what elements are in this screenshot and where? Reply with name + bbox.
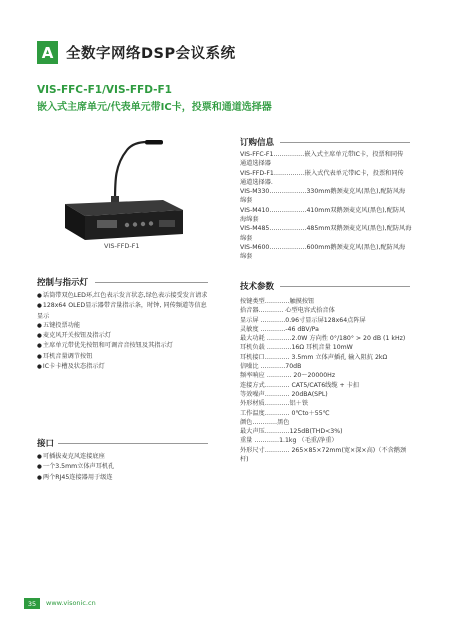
spec-line: 颜色…………黑色: [240, 418, 290, 426]
controls-rule: [95, 282, 208, 283]
spec-line: 最大声压…………125dB(THD<3%): [240, 428, 343, 436]
interface-rule: [58, 443, 208, 444]
specs-rule: [280, 286, 410, 287]
controls-item: ● 128x64 OLED显示器带音量指示条，时钟, 同传频道等信息: [37, 301, 217, 311]
interface-item: ● 可插拔麦克风连接底座: [37, 452, 217, 462]
ordering-line: 海绵套: [240, 216, 259, 224]
ordering-line: 绵套: [240, 197, 253, 205]
controls-item: ● IC卡卡槽及状态指示灯: [37, 362, 217, 372]
ic-card-slot: [159, 220, 175, 227]
button-1: [125, 223, 129, 227]
controls-item: ● 主席单元带优先按钮和可调音音按钮及其指示灯: [37, 341, 217, 351]
spec-line: 杆): [240, 456, 249, 464]
spec-line: 信噪比 …………70dB: [240, 363, 302, 371]
section-title: 全数字网络DSP会议系统: [66, 46, 236, 62]
spec-line: 显示屏 …………0.96寸显示屏128x64点阵屏: [240, 316, 366, 324]
ordering-rule: [280, 142, 410, 143]
model-subtitle: 嵌入式主席单元/代表单元带IC卡，投票和通道选择器: [37, 102, 272, 113]
button-2: [133, 222, 137, 226]
ordering-line: VIS-FFD-F1……………嵌入式代表单元带IC卡，投票和同传: [240, 169, 404, 177]
spec-line: 连接方式………… CAT5/CAT6线缆 + 卡扣: [240, 381, 359, 389]
interface-item: ● 两个RJ45连接器用于级连: [37, 473, 217, 483]
ordering-line: VIS-M600………………600mm鹅颈麦克风(黑色),配防风海: [240, 243, 406, 251]
product-image: [45, 140, 193, 240]
button-3: [141, 222, 145, 226]
controls-list: [37, 291, 217, 372]
controls-heading: 控制与指示灯: [37, 278, 89, 288]
interface-item: ● 一个3.5mm立体声耳机孔: [37, 462, 217, 472]
section-badge: [37, 41, 58, 64]
ordering-list: [240, 150, 420, 262]
spec-line: 外形材质…………铝＋铁: [240, 400, 309, 408]
specs-list: [240, 297, 425, 464]
ordering-line: VIS-M485………………485mm双鹅颈麦克风(黑色),配防风海: [240, 225, 412, 233]
product-caption: VIS-FFD-F1: [104, 242, 140, 250]
spec-line: 外形尺寸………… 265×85×72mm(宽×深×高)（不含鹅颈: [240, 446, 407, 454]
ordering-line: 绵套: [240, 253, 253, 261]
spec-line: 拾音器………… 心型电容式拾音体: [240, 307, 335, 315]
ordering-line: VIS-FFC-F1……………嵌入式主席单元带IC卡，投票和同传: [240, 151, 404, 158]
ordering-line: 通道选择器: [240, 160, 271, 168]
interface-heading: 接口: [37, 439, 55, 449]
model-title: VIS-FFC-F1/VIS-FFD-F1: [37, 84, 172, 96]
controls-item: ● 耳机音量调节按钮: [37, 352, 217, 362]
spec-line: 重量 …………1.1kg （毛重/净重）: [240, 437, 338, 445]
button-4: [149, 221, 153, 225]
spec-line: 按键类型…………触摸按钮: [240, 298, 315, 305]
section-letter: A: [41, 43, 54, 62]
spec-line: 工作温度………… 0℃to＋55℃: [240, 409, 330, 417]
spec-line: 最大功耗 …………2.0W 方向性 0°/180° > 20 dB (1 kHz): [240, 335, 406, 343]
ordering-line: 通道选择器.: [240, 178, 273, 186]
controls-item: ● 话筒带双色LED环,红色表示发言状态,绿色表示接受发言请求: [37, 291, 217, 301]
ordering-line: VIS-M330………………330mm鹅颈麦克风(黑色),配防风海: [240, 188, 406, 196]
controls-item: ● 麦克风开关按钮及指示灯: [37, 331, 217, 341]
specs-heading: 技术参数: [240, 282, 275, 292]
ordering-line: 绵套: [240, 234, 253, 242]
spec-line: 灵敏度 …………-46 dBV/Pa: [240, 325, 319, 333]
interface-list: [37, 452, 217, 483]
controls-item-continued: 显示: [37, 312, 50, 320]
spec-line: 频率响应 ………… 20～20000Hz: [240, 372, 336, 380]
spec-line: 等效噪声………… 20dBA(SPL): [240, 390, 328, 398]
spec-line: 耳机负载 …………16Ω 耳机音量 10mW: [240, 344, 353, 352]
ordering-heading: 订购信息: [240, 138, 275, 148]
controls-item: ● 五键投票功能: [37, 321, 217, 331]
website-link[interactable]: www.visonic.cn: [46, 599, 96, 607]
oled-display: [97, 220, 117, 228]
mic-capsule: [145, 140, 163, 145]
spec-line: 耳机接口………… 3.5mm 立体声插孔 输入阻抗 2kΩ: [240, 353, 388, 361]
page-number: 35: [24, 598, 40, 609]
ordering-line: VIS-M410………………410mm双鹅颈麦克风(黑色),配防风: [240, 206, 406, 214]
gooseneck: [115, 142, 147, 202]
